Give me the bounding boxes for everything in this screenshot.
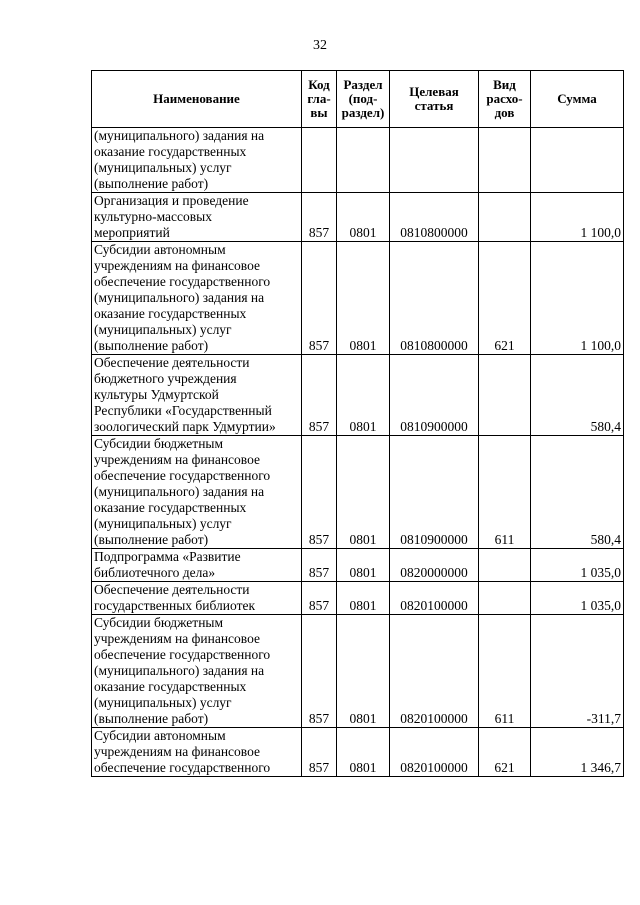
cell-vid <box>479 582 531 615</box>
cell-vid: 621 <box>479 728 531 777</box>
name-line: учреждениям на финансовое <box>94 631 260 646</box>
cell-summa: 1 035,0 <box>531 549 624 582</box>
name-line: Субсидии автономным <box>94 728 226 743</box>
name-line: (муниципального) задания на <box>94 484 265 499</box>
cell-name <box>92 355 302 436</box>
table-row <box>92 582 624 615</box>
cell-statya: 0810800000 <box>390 193 479 242</box>
header-vid-rashodov: Вид расхо- дов <box>479 71 531 128</box>
cell-statya: 0820100000 <box>390 582 479 615</box>
header-summa: Сумма <box>531 71 624 128</box>
header-razdel: Раздел (под- раздел) <box>337 71 390 128</box>
cell-kod: 857 <box>302 615 337 728</box>
cell-statya <box>390 128 479 193</box>
cell-name <box>92 128 302 193</box>
cell-vid <box>479 549 531 582</box>
table-header-row <box>92 71 624 128</box>
header-kod-glavy: Код гла- вы <box>302 71 337 128</box>
name-line: учреждениям на финансовое <box>94 452 260 467</box>
cell-razdel: 0801 <box>337 728 390 777</box>
table-row <box>92 549 624 582</box>
name-line: учреждениям на финансовое <box>94 744 260 759</box>
cell-razdel <box>337 128 390 193</box>
cell-kod: 857 <box>302 355 337 436</box>
name-line: обеспечение государственного <box>94 468 271 483</box>
name-line: (муниципальных) услуг <box>94 695 232 710</box>
cell-statya: 0810800000 <box>390 242 479 355</box>
name-line: (муниципального) задания на <box>94 663 265 678</box>
table-row <box>92 193 624 242</box>
name-line: библиотечного дела» <box>94 565 216 580</box>
name-line: Субсидии бюджетным <box>94 615 224 630</box>
name-line: обеспечение государственного <box>94 274 271 289</box>
table-row <box>92 436 624 549</box>
name-line: обеспечение государственного <box>94 647 271 662</box>
name-line: бюджетного учреждения <box>94 371 237 386</box>
cell-vid <box>479 128 531 193</box>
name-line: (муниципальных) услуг <box>94 160 232 175</box>
cell-summa: 580,4 <box>531 436 624 549</box>
name-line: культурно-массовых <box>94 209 212 224</box>
cell-vid <box>479 355 531 436</box>
name-line: мероприятий <box>94 225 170 240</box>
page-number: 32 <box>313 38 327 53</box>
cell-summa: 1 035,0 <box>531 582 624 615</box>
name-line: оказание государственных <box>94 306 247 321</box>
cell-kod: 857 <box>302 436 337 549</box>
name-line: Обеспечение деятельности <box>94 355 250 370</box>
cell-vid: 621 <box>479 242 531 355</box>
cell-kod: 857 <box>302 728 337 777</box>
name-line: Подпрограмма «Развитие <box>94 549 241 564</box>
name-line: (муниципальных) услуг <box>94 322 232 337</box>
cell-razdel: 0801 <box>337 193 390 242</box>
name-line: Обеспечение деятельности <box>94 582 250 597</box>
cell-razdel: 0801 <box>337 615 390 728</box>
name-line: (муниципального) задания на <box>94 290 265 305</box>
name-line: Субсидии автономным <box>94 242 226 257</box>
name-line: (муниципального) задания на <box>94 128 265 143</box>
cell-statya: 0820000000 <box>390 549 479 582</box>
name-line: (выполнение работ) <box>94 338 209 353</box>
name-line: оказание государственных <box>94 500 247 515</box>
cell-statya: 0820100000 <box>390 615 479 728</box>
cell-kod: 857 <box>302 242 337 355</box>
name-line: оказание государственных <box>94 679 247 694</box>
cell-kod: 857 <box>302 582 337 615</box>
cell-statya: 0820100000 <box>390 728 479 777</box>
cell-kod: 857 <box>302 193 337 242</box>
cell-name <box>92 728 302 777</box>
cell-razdel: 0801 <box>337 582 390 615</box>
cell-vid <box>479 193 531 242</box>
name-line: учреждениям на финансовое <box>94 258 260 273</box>
cell-summa: 580,4 <box>531 355 624 436</box>
budget-table <box>91 70 624 777</box>
cell-razdel: 0801 <box>337 242 390 355</box>
cell-kod <box>302 128 337 193</box>
cell-name <box>92 615 302 728</box>
cell-name <box>92 193 302 242</box>
cell-summa: 1 100,0 <box>531 242 624 355</box>
name-line: Организация и проведение <box>94 193 249 208</box>
name-line: государственных библиотек <box>94 598 256 613</box>
cell-statya: 0810900000 <box>390 436 479 549</box>
cell-name <box>92 242 302 355</box>
cell-name <box>92 549 302 582</box>
name-line: оказание государственных <box>94 144 247 159</box>
cell-statya: 0810900000 <box>390 355 479 436</box>
name-line: (выполнение работ) <box>94 176 209 191</box>
name-line: Субсидии бюджетным <box>94 436 224 451</box>
name-line: (муниципальных) услуг <box>94 516 232 531</box>
name-line: обеспечение государственного <box>94 760 271 775</box>
cell-summa: 1 346,7 <box>531 728 624 777</box>
table-row <box>92 128 624 193</box>
header-statya: Целевая статья <box>390 71 479 128</box>
table-row <box>92 728 624 777</box>
cell-summa <box>531 128 624 193</box>
table-row <box>92 615 624 728</box>
header-name: Наименование <box>92 71 302 128</box>
name-line: культуры Удмуртской <box>94 387 219 402</box>
table-row <box>92 242 624 355</box>
cell-summa: 1 100,0 <box>531 193 624 242</box>
cell-razdel: 0801 <box>337 436 390 549</box>
cell-name <box>92 436 302 549</box>
name-line: Республики «Государственный <box>94 403 272 418</box>
cell-summa: -311,7 <box>531 615 624 728</box>
name-line: (выполнение работ) <box>94 711 209 726</box>
name-line: зоологический парк Удмуртии» <box>94 419 276 434</box>
cell-vid: 611 <box>479 615 531 728</box>
cell-razdel: 0801 <box>337 549 390 582</box>
table-row <box>92 355 624 436</box>
cell-kod: 857 <box>302 549 337 582</box>
cell-razdel: 0801 <box>337 355 390 436</box>
cell-name <box>92 582 302 615</box>
name-line: (выполнение работ) <box>94 532 209 547</box>
cell-vid: 611 <box>479 436 531 549</box>
